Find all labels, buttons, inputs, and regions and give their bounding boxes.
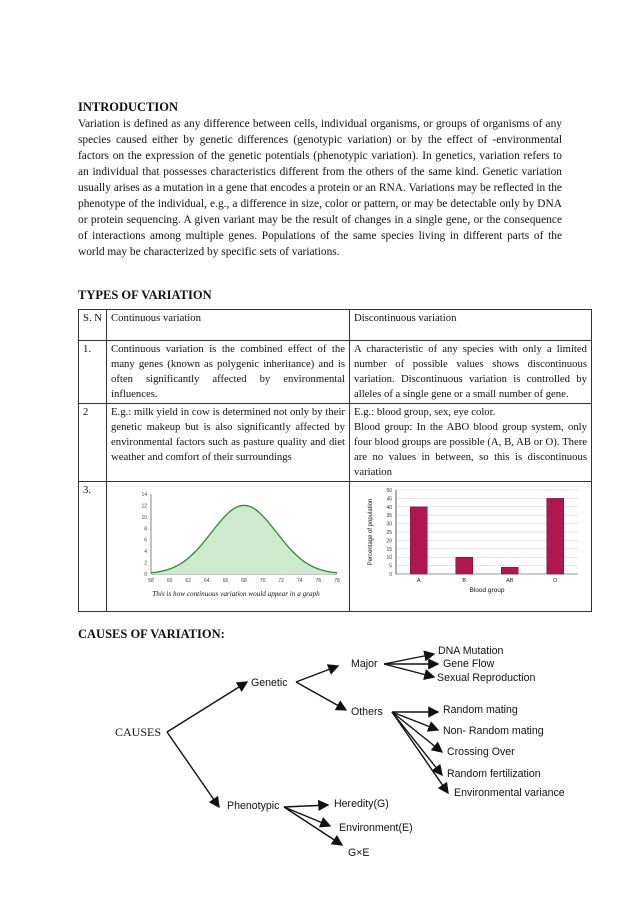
- y-tick-label: 20: [386, 538, 392, 545]
- y-tick-label: 25: [386, 530, 392, 536]
- bar-o: [547, 498, 564, 574]
- phenotypic-node: Phenotypic: [227, 800, 280, 812]
- row-sn: 2: [79, 404, 107, 482]
- major-item-sexual-reproduction: Sexual Reproduction: [437, 672, 536, 684]
- arrow-major-sexual: [384, 664, 434, 677]
- arrow-causes-genetic: [167, 682, 247, 732]
- x-tick-label: 78: [334, 578, 340, 584]
- x-tick-label: O: [553, 578, 558, 584]
- table-row: [79, 404, 592, 482]
- row-continuous: E.g.: milk yield in cow is determined not only by their genetic makeup but is also significantly affected by environmental factors such as pasture quality and diet weather and comfort of their surroundings: [111, 406, 345, 463]
- intro-paragraph: Variation is defined as any difference between cells, individual organisms, or groups of organisms of any species caused either by genetic differences (genotypic variation) or by the effect of -environmental factors on the expression of the genetic potentials (phenotypic variation). In genetics, variation refers to an individual that possesses characteristics different from the others of the same kind. Genetic variation usually arises as a mutation in a gene that encodes a protein or an RNA. Variations may be reflected in the phenotype of the individual, e.g., a difference in size, color or pattern, or may be detectable only by DNA or protein sequencing. A given variant may be the result of changes in a single gene, or the consequence of interactions among multiple genes. Populations of the same species living in different parts of the world may be characterized by specific sets of variations.: [78, 118, 562, 258]
- y-tick-label: 14: [141, 492, 147, 498]
- x-tick-label: 62: [185, 578, 191, 584]
- arrow-causes-phenotypic: [167, 732, 219, 807]
- types-heading: TYPES OF VARIATION: [78, 288, 212, 302]
- arrow-others-environmental: [392, 712, 448, 793]
- y-tick-label: 5: [389, 563, 392, 570]
- others-item-random-mating: Random mating: [443, 704, 518, 716]
- y-tick-label: 2: [144, 560, 147, 567]
- x-tick-label: 70: [259, 578, 266, 584]
- row-discontinuous: A characteristic of any species with only a limited number of possible values shows discontinuous variation. Discontinuous variation is controlled by alleles of a single gene or a small number of gene.: [354, 343, 587, 400]
- y-tick-label: 0: [144, 572, 147, 578]
- x-tick-label: 66: [222, 578, 229, 584]
- bar-b: [456, 557, 473, 574]
- x-tick-label: 76: [315, 578, 322, 584]
- arrow-phenotypic-heredity: [284, 805, 328, 807]
- bar-a: [410, 507, 427, 574]
- y-tick-label: 12: [141, 503, 147, 510]
- pheno-item-heredity: Heredity(G): [334, 798, 389, 810]
- arrow-genetic-major: [296, 666, 338, 682]
- y-tick-label: 15: [386, 546, 392, 553]
- table-header-row: [79, 310, 592, 341]
- variation-table: [78, 309, 592, 612]
- x-tick-label: 72: [278, 578, 284, 584]
- bell-curve-cell: [107, 482, 350, 612]
- pheno-item-environment: Environment(E): [339, 822, 413, 834]
- table-row: [79, 341, 592, 404]
- row-sn: 3.: [79, 482, 107, 612]
- intro-heading: INTRODUCTION: [78, 100, 179, 114]
- arrow-phenotypic-environment: [284, 807, 330, 826]
- header-sn: S. N: [79, 310, 107, 341]
- y-tick-label: 35: [386, 513, 392, 520]
- others-item-non-random-mating: Non- Random mating: [443, 725, 544, 737]
- x-tick-label: A: [416, 578, 421, 584]
- x-tick-label: AB: [506, 578, 514, 584]
- x-tick-label: 58: [148, 578, 154, 584]
- x-tick-label: 64: [204, 578, 210, 584]
- x-axis-label: Blood group: [469, 587, 505, 594]
- row-discontinuous-example: E.g.: blood group, sex, eye color.: [354, 406, 496, 418]
- y-tick-label: 45: [386, 496, 392, 503]
- y-tick-label: 30: [386, 521, 392, 528]
- y-tick-label: 6: [144, 537, 147, 544]
- others-item-crossing-over: Crossing Over: [447, 746, 515, 758]
- y-tick-label: 10: [386, 555, 392, 562]
- y-axis-label: Percentage of population: [368, 498, 374, 566]
- causes-root: CAUSES: [115, 725, 162, 739]
- y-tick-label: 10: [141, 514, 147, 521]
- y-tick-label: 50: [386, 488, 392, 494]
- arrow-others-crossing: [392, 712, 442, 752]
- blood-group-bar-chart: [350, 482, 586, 606]
- x-tick-label: B: [462, 578, 467, 584]
- pheno-item-gxe: G×E: [348, 847, 370, 859]
- y-tick-label: 4: [144, 549, 147, 556]
- others-node: Others: [351, 706, 383, 718]
- row-continuous: Continuous variation is the combined effect of the many genes (known as polygenic inheritance) and is often significantly affected by environmental influences.: [111, 343, 345, 400]
- row-sn: 1.: [79, 341, 107, 404]
- continuous-variation-graph: [107, 482, 348, 606]
- causes-tree-arrows: [0, 640, 638, 880]
- genetic-node: Genetic: [251, 677, 288, 689]
- distribution-area: [151, 505, 337, 574]
- arrow-genetic-others: [296, 682, 346, 710]
- y-tick-label: 8: [144, 526, 147, 533]
- graph-caption: This is how continuous variation would appear in a graph: [152, 590, 320, 598]
- others-item-environmental-variance: Environmental variance: [454, 787, 565, 799]
- major-item-dna-mutation: DNA Mutation: [438, 645, 504, 657]
- x-tick-label: 68: [241, 578, 247, 584]
- major-item-gene-flow: Gene Flow: [443, 658, 495, 670]
- bar-ab: [501, 567, 518, 574]
- y-tick-label: 0: [389, 572, 392, 578]
- y-tick-label: 40: [386, 504, 392, 511]
- arrow-phenotypic-gxe: [284, 807, 342, 845]
- header-discontinuous: Discontinuous variation: [350, 310, 592, 341]
- table-row: [79, 482, 592, 612]
- x-tick-label: 74: [297, 578, 303, 584]
- others-item-random-fertilization: Random fertilization: [447, 768, 541, 780]
- x-tick-label: 60: [166, 578, 173, 584]
- major-node: Major: [351, 658, 378, 670]
- header-continuous: Continuous variation: [107, 310, 350, 341]
- bar-chart-cell: [350, 482, 592, 612]
- causes-heading: CAUSES OF VARIATION:: [78, 627, 225, 641]
- arrow-major-dna: [384, 654, 434, 664]
- row-discontinuous: Blood group: In the ABO blood group system, only four blood groups are possible (A, B, AB or O). There are no values in between, so this is discontinuous variation: [354, 421, 587, 478]
